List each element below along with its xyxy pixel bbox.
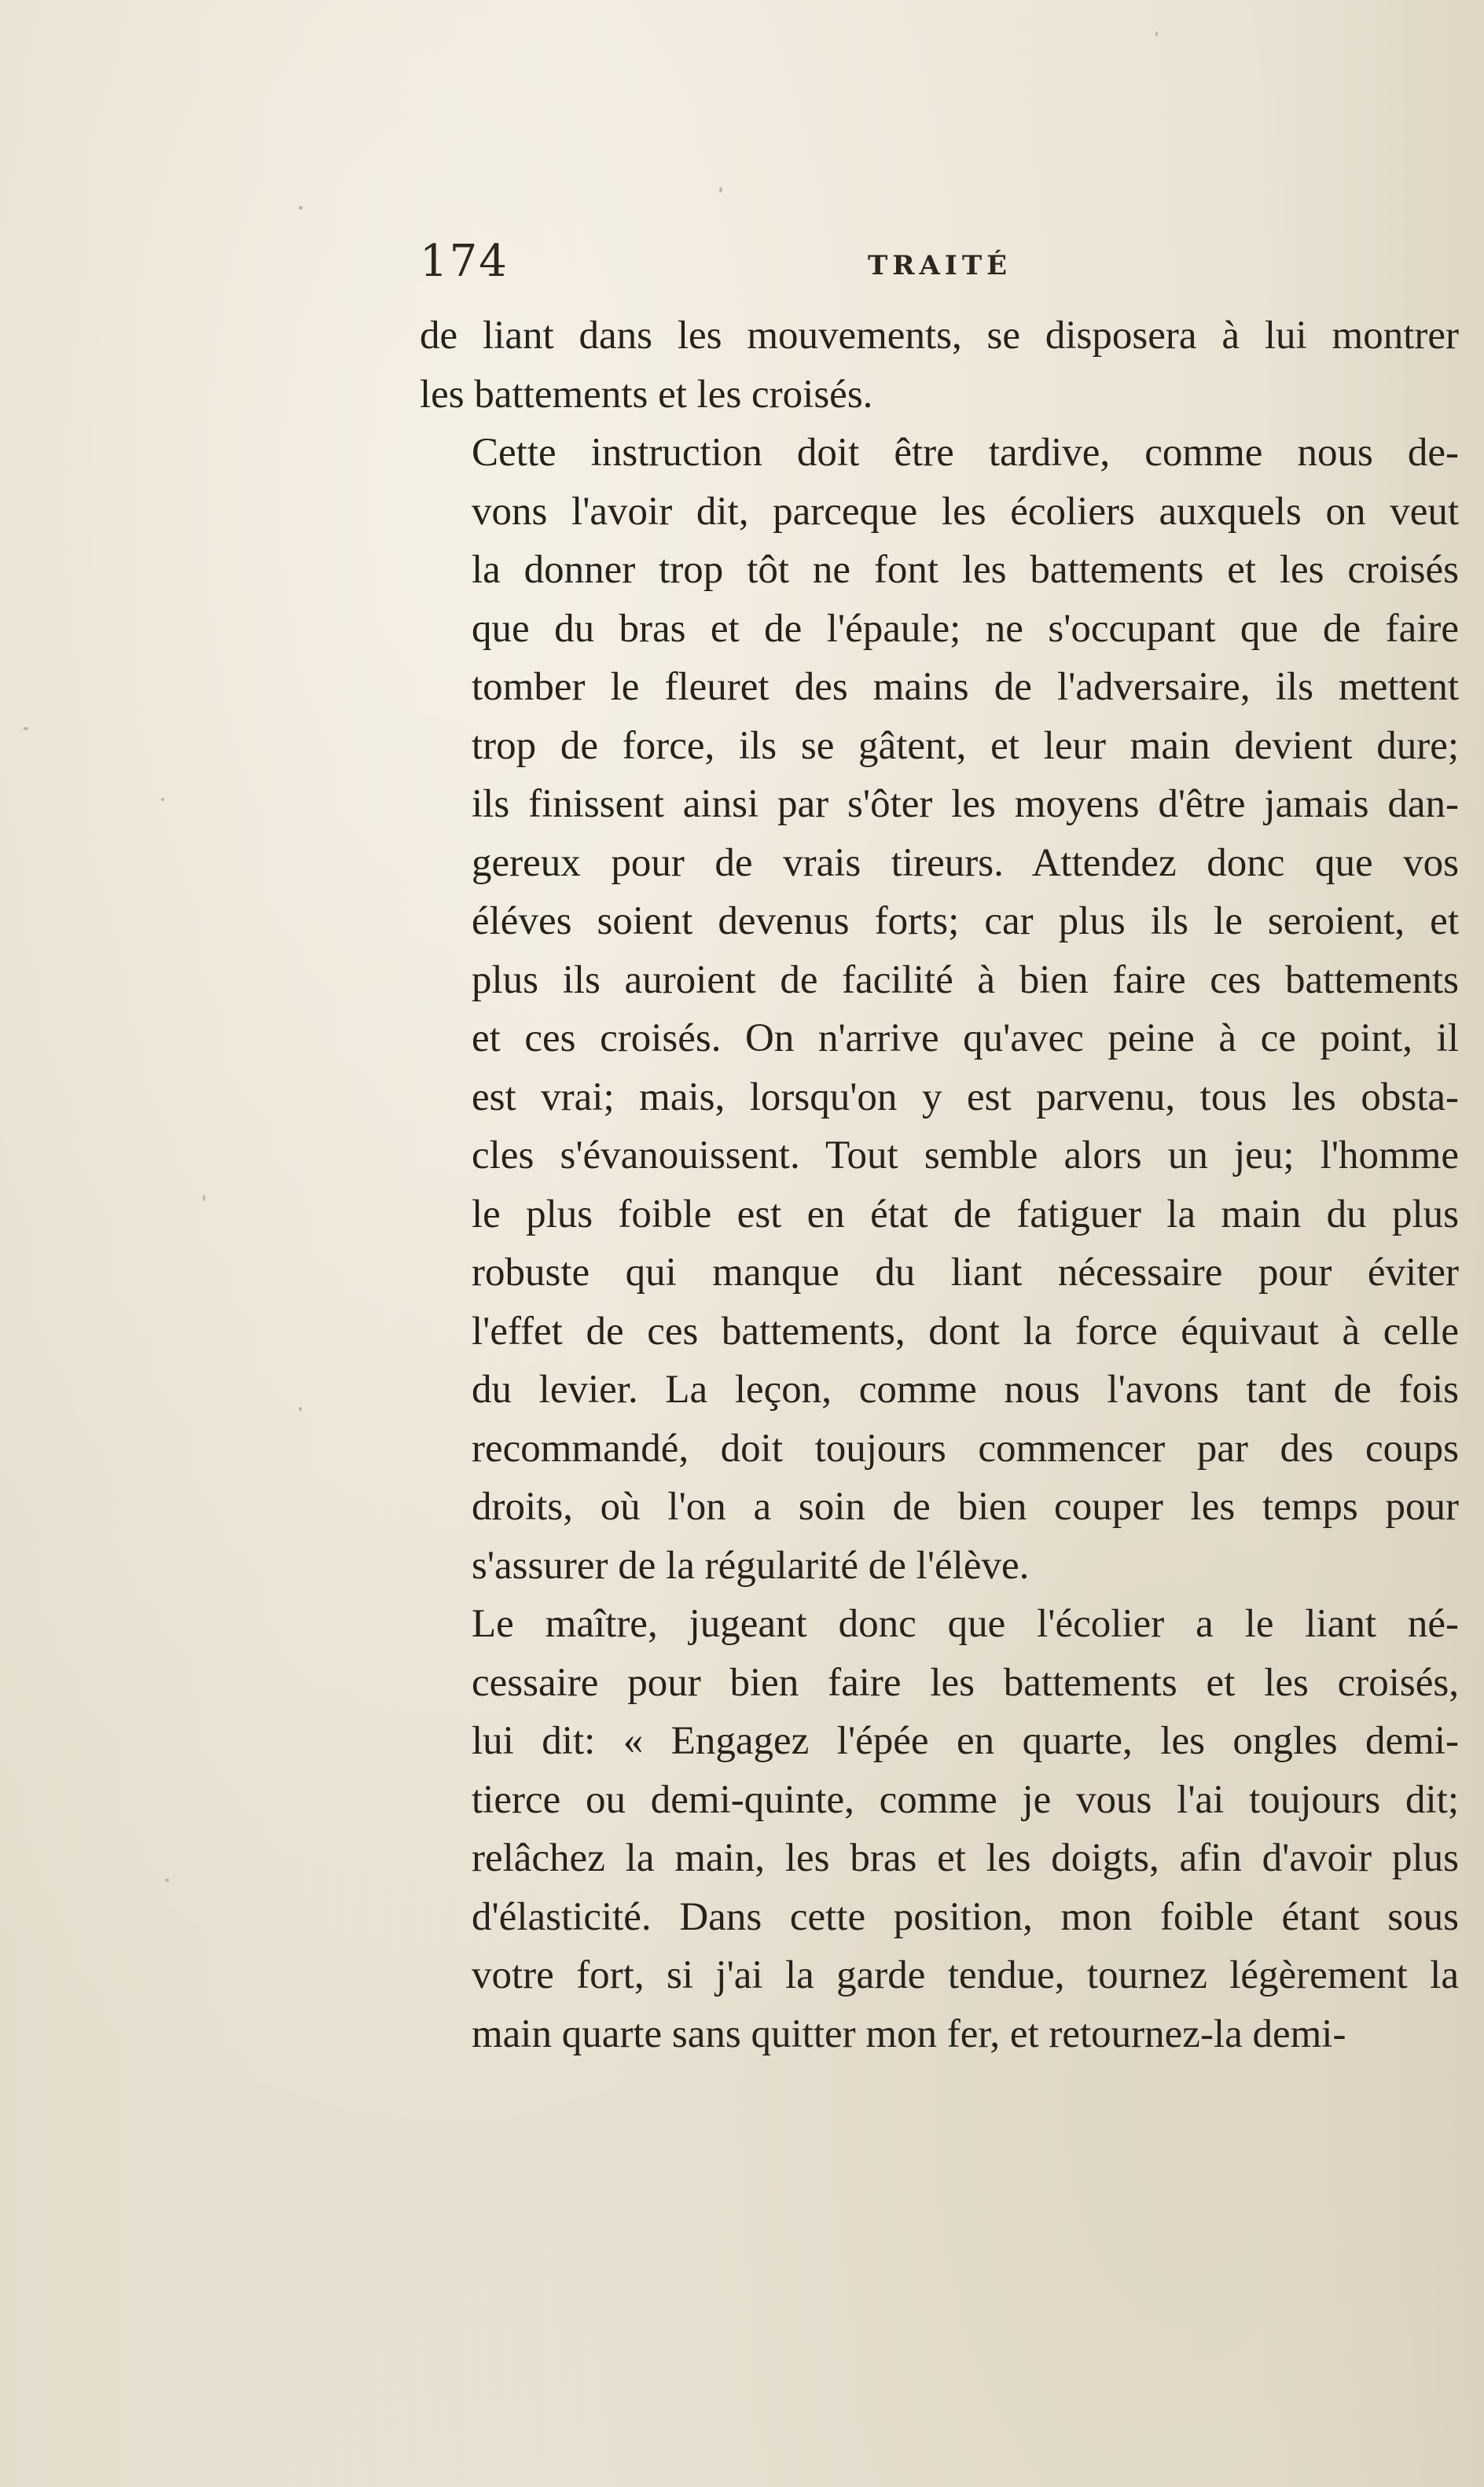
text-line: tomber le fleuret des mains de l'adversaire, ils mettent <box>472 665 1459 709</box>
page-number: 174 <box>420 236 509 287</box>
text-line: et ces croisés. On n'arrive qu'avec peine à ce point, il <box>472 1016 1459 1060</box>
text-line: l'effet de ces battements, dont la force équivaut à celle <box>472 1309 1459 1354</box>
text-line: tierce ou demi-quinte, comme je vous l'ai toujours dit; <box>472 1777 1459 1822</box>
paper-speck <box>299 206 303 210</box>
text-line: Cette instruction doit être tardive, comme nous de- <box>472 431 1459 475</box>
running-head: TRAITÉ <box>868 250 1012 281</box>
text-line: de liant dans les mouvements, se disposera à lui montrer <box>420 314 1459 358</box>
text-line: gereux pour de vrais tireurs. Attendez donc que vos <box>472 840 1459 885</box>
paper-speck <box>1155 31 1158 36</box>
page-header <box>420 236 1434 299</box>
text-line: les battements et les croisés. <box>420 372 873 417</box>
text-line: d'élasticité. Dans cette position, mon foible étant sous <box>472 1894 1459 1939</box>
text-line: ils finissent ainsi par s'ôter les moyens d'être jamais dan- <box>472 782 1459 826</box>
text-line: trop de force, ils se gâtent, et leur main devient dure; <box>472 723 1459 768</box>
body-text <box>420 307 1459 2063</box>
text-line: la donner trop tôt ne font les battements et les croisés <box>472 548 1459 592</box>
paper-speck <box>299 1407 302 1411</box>
text-line: plus ils auroient de facilité à bien faire ces battements <box>472 957 1459 1002</box>
text-line: droits, où l'on a soin de bien couper les temps pour <box>472 1485 1459 1529</box>
paragraph <box>420 424 1459 1595</box>
text-line: main quarte sans quitter mon fer, et retournez-la demi- <box>472 2011 1346 2056</box>
paper-speck <box>203 1195 205 1201</box>
text-line: lui dit: « Engagez l'épée en quarte, les ongles demi- <box>472 1719 1459 1763</box>
paper-speck <box>161 798 164 801</box>
text-line: est vrai; mais, lorsqu'on y est parvenu, tous les obsta- <box>472 1075 1459 1119</box>
text-line: recommandé, doit toujours commencer par des coups <box>472 1426 1459 1471</box>
text-line: du levier. La leçon, comme nous l'avons tant de fois <box>472 1368 1459 1412</box>
text-line: Le maître, jugeant donc que l'écolier a le liant né- <box>472 1602 1459 1646</box>
paragraph <box>420 307 1459 424</box>
paragraph <box>420 1595 1459 2063</box>
text-line: cessaire pour bien faire les battements et les croisés, <box>472 1660 1459 1705</box>
text-line: s'assurer de la régularité de l'élève. <box>472 1543 1030 1588</box>
paper-speck <box>165 1879 169 1882</box>
text-line: le plus foible est en état de fatiguer la main du plus <box>472 1192 1459 1236</box>
paper-speck <box>719 187 722 193</box>
text-line: votre fort, si j'ai la garde tendue, tournez légèrement la <box>472 1953 1459 1997</box>
text-line: robuste qui manque du liant nécessaire pour éviter <box>472 1251 1459 1295</box>
text-line: relâchez la main, les bras et les doigts, afin d'avoir plus <box>472 1836 1459 1880</box>
text-line: cles s'évanouissent. Tout semble alors un jeu; l'homme <box>472 1133 1459 1177</box>
text-line: éléves soient devenus forts; car plus ils le seroient, et <box>472 899 1459 943</box>
paper-speck <box>24 727 28 730</box>
text-line: vons l'avoir dit, parceque les écoliers auxquels on veut <box>472 489 1459 534</box>
text-line: que du bras et de l'épaule; ne s'occupant que de faire <box>472 606 1459 651</box>
